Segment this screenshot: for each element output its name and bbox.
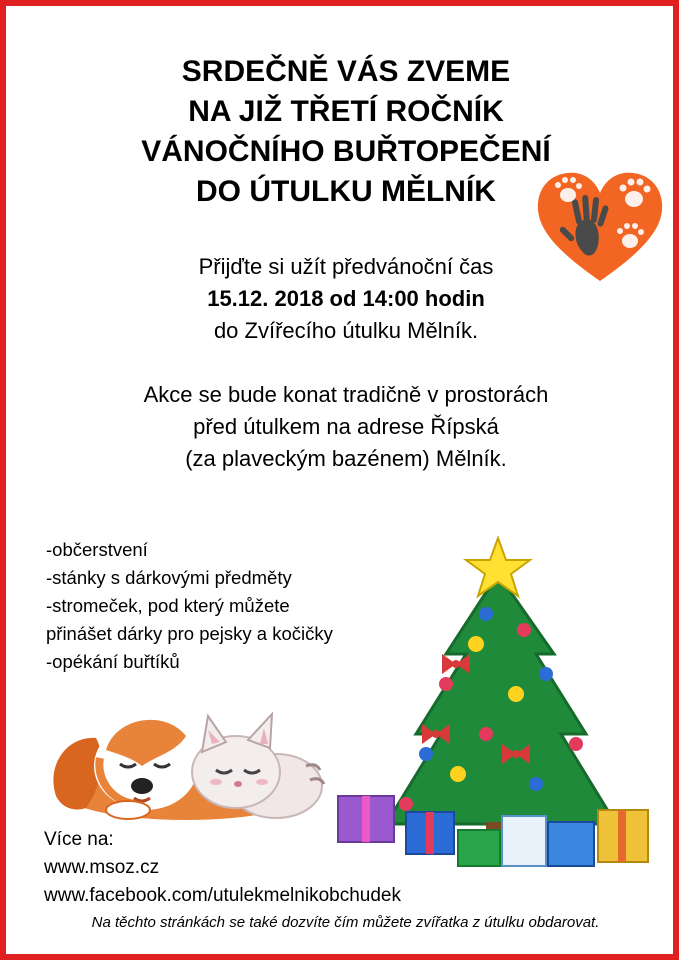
venue-text (46, 379, 646, 475)
dog-and-cat-illustration (36, 686, 336, 826)
more-label: Více na: (44, 829, 114, 850)
venue-line-2: před útulkem na adrese Řípská (193, 414, 499, 439)
list-item: -stánky s dárkovými předměty (46, 567, 292, 588)
footnote: Na těchto stránkách se také dozvíte čím můžete zvířatka z útulku obdarovat. (91, 914, 600, 931)
list-item-line: přinášet dárky pro pejsky a kočičky (46, 623, 333, 644)
list-item: -občerstvení (46, 539, 148, 560)
invitation-text (66, 251, 626, 347)
christmas-tree-illustration (326, 534, 671, 874)
headline-line-4: DO ÚTULKU MĚLNÍK (196, 175, 496, 208)
list-item: -opékání buřtíků (46, 651, 180, 672)
website-link[interactable]: www.msoz.cz (44, 857, 160, 878)
event-date: 15.12. 2018 od 14:00 hodin (207, 286, 485, 311)
venue-line-1: Akce se bude konat tradičně v prostorách (143, 382, 549, 407)
headline-line-3: VÁNOČNÍHO BUŘTOPEČENÍ (141, 135, 551, 168)
invite-line: Přijďte si užít předvánoční čas (198, 254, 494, 279)
venue-line-3: (za plaveckým bazénem) Mělník. (185, 446, 507, 471)
invite-place: do Zvířecího útulku Mělník. (213, 318, 479, 343)
link-row (44, 882, 401, 910)
list-item-line: -stromeček, pod který můžete (46, 595, 290, 616)
headline-line-1: SRDEČNĚ VÁS ZVEME (181, 55, 511, 88)
more-info (44, 826, 401, 910)
headline-line-2: NA JIŽ TŘETÍ ROČNÍK (188, 95, 504, 128)
facebook-link[interactable]: www.facebook.com/utulekmelnikobchudek (44, 885, 401, 906)
link-row (44, 854, 401, 882)
